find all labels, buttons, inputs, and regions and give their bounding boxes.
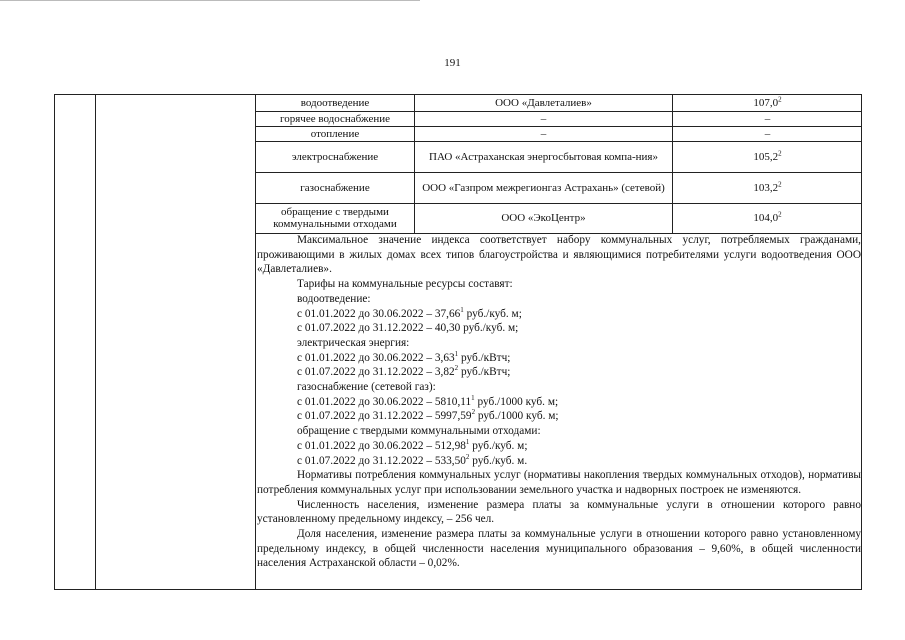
gas-tariff-h1: с 01.01.2022 до 30.06.2022 – 5810,11$^1$ руб./1000 куб. м;: [297, 393, 559, 408]
service-provider: ПАО «Астраханская энергосбытовая компа-ния»: [429, 150, 658, 163]
water-disposal-label: водоотведение:: [297, 292, 371, 305]
population-paragraph: Численность населения, изменение размера платы за коммунальные услуги в отношении которого равно установленному предельному индексу, – 256 чел.: [257, 498, 861, 526]
population-share-paragraph: Доля населения, изменение размера платы за коммунальные услуги в отношении которого равно установленному предельному индексу, в общей численности населения муниципального образования – 9,60%, в общей численности населения Астраханской области – 0,02%.: [257, 528, 861, 570]
electricity-label: электрическая энергия:: [297, 336, 410, 349]
electricity-tariff-h2: с 01.07.2022 до 31.12.2022 – 3,82$^2$ руб./кВтч;: [297, 364, 511, 379]
footnote-marker: 2: [465, 452, 470, 461]
footnote-marker: 1: [471, 393, 475, 402]
tariff-index: 104,0$^2$: [753, 210, 782, 224]
service-name: водоотведение: [300, 97, 370, 109]
solid-waste-tariff-h1: с 01.01.2022 до 30.06.2022 – 512,98$^1$ руб./куб. м;: [297, 438, 528, 452]
solid-waste-tariff-h2: с 01.07.2022 до 31.12.2022 – 533,50$^2$ руб./куб. м.: [297, 452, 528, 467]
tariff-index: 105,2$^2$: [753, 148, 782, 163]
service-name: горячее водоснабжение: [280, 112, 390, 125]
footnote-marker: 2: [454, 364, 459, 373]
footnote-marker: 2: [778, 179, 782, 188]
tariffs-intro: Тарифы на коммунальные ресурсы составят:: [297, 278, 513, 291]
tariff-index: –: [764, 112, 771, 125]
water-disposal-tariff-h2: с 01.07.2022 до 31.12.2022 – 40,30 руб./куб. м;: [297, 322, 519, 335]
footnote-marker: 2: [778, 148, 782, 157]
service-provider: ООО «Газпром межрегионгаз Астрахань» (сетевой): [422, 181, 665, 194]
water-disposal-tariff-h1: с 01.01.2022 до 30.06.2022 – 37,66$^1$ руб./куб. м;: [297, 305, 522, 320]
footnote-marker: 2: [778, 210, 782, 219]
electricity-tariff-h1: с 01.01.2022 до 30.06.2022 – 3,63$^1$ руб./кВтч;: [297, 349, 511, 364]
footnote-marker: 1: [460, 305, 464, 314]
service-name: отопление: [310, 127, 360, 140]
service-provider: –: [540, 112, 547, 125]
gas-label: газоснабжение (сетевой газ):: [297, 381, 436, 394]
service-name: электроснабжение: [291, 150, 379, 163]
footnote-marker: 1: [454, 349, 459, 358]
max-index-paragraph: Максимальное значение индекса соответствует набору коммунальных услуг, потребляемых гражданами, проживающими в жилых домах всех типов благоустройства и являющимися потребителями услуги водоотведения ООО «Давлеталиев».: [257, 234, 861, 276]
footnote-marker: 2: [471, 408, 476, 417]
explanatory-notes: [257, 233, 861, 571]
solid-waste-label: обращение с твердыми коммунальными отходами:: [297, 425, 541, 438]
tariff-index: –: [764, 127, 771, 140]
service-provider: ООО «ЭкоЦентр»: [501, 212, 586, 224]
footnote-marker: 1: [465, 438, 470, 447]
service-name: газоснабжение: [300, 181, 370, 194]
page-number: 191: [444, 57, 461, 69]
service-provider: –: [540, 127, 547, 140]
footnote-marker: 2: [778, 95, 782, 104]
column-divider: [95, 95, 96, 589]
service-provider: ООО «Давлеталиев»: [495, 97, 592, 109]
gas-tariff-h2: с 01.07.2022 до 31.12.2022 – 5997,59$^2$ руб./1000 куб. м;: [297, 408, 559, 423]
service-name: обращение с твердыми коммунальными отходами: [273, 206, 397, 230]
scan-top-rule: [0, 0, 420, 1]
tariff-index: 103,2$^2$: [753, 179, 782, 194]
document-table: [54, 94, 862, 590]
tariff-index: 107,0$^2$: [753, 95, 782, 109]
norms-paragraph: Нормативы потребления коммунальных услуг (нормативы накопления твердых коммунальных отходов), нормативы потребления коммунальных услуг при использовании земельного участка и надворных построек не изменяются.: [257, 469, 861, 496]
